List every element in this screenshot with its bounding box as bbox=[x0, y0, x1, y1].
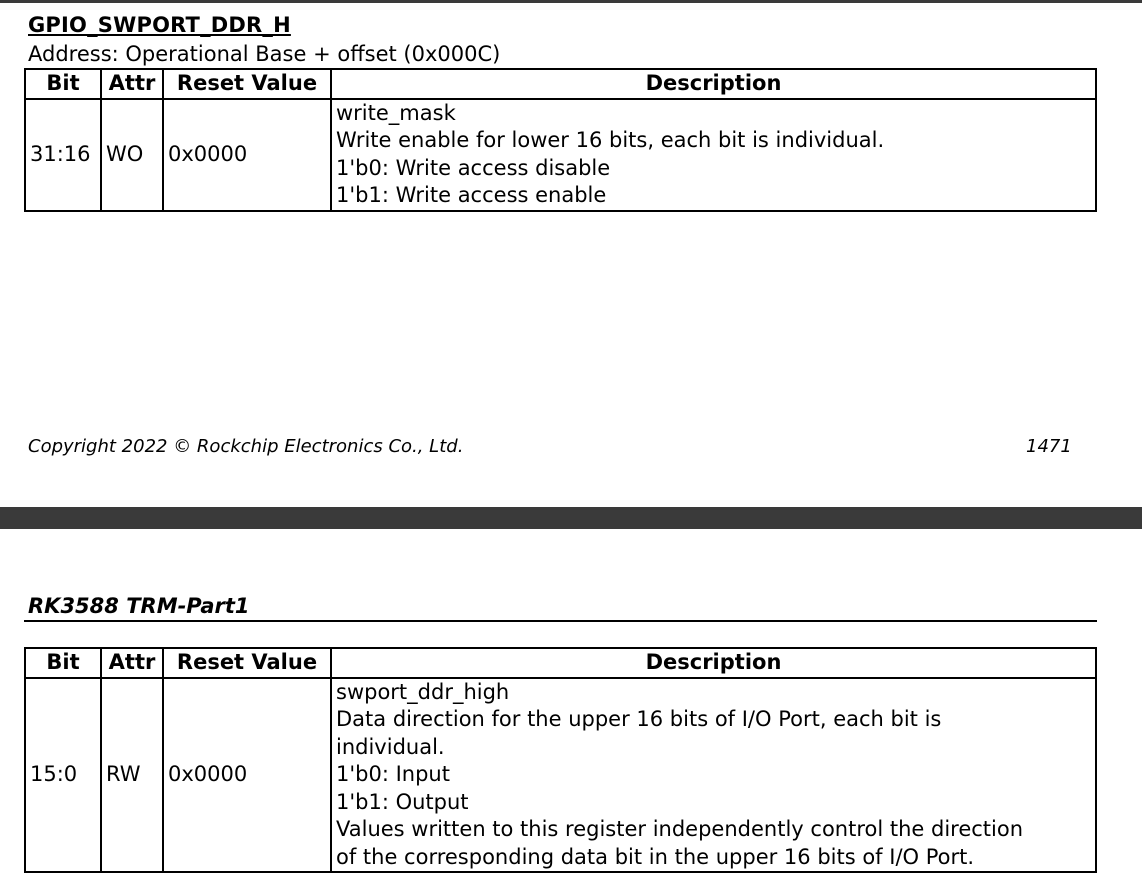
desc-line: 1'b1: Write access enable bbox=[336, 183, 607, 207]
table-row bbox=[25, 99, 1096, 211]
cell-bit: 31:16 bbox=[25, 99, 101, 211]
page-top-rule bbox=[0, 0, 1142, 3]
desc-line: Data direction for the upper 16 bits of I/O Port, each bit is bbox=[336, 707, 942, 731]
col-header-description: Description bbox=[331, 69, 1096, 99]
desc-line: 1'b0: Write access disable bbox=[336, 155, 611, 180]
cell-reset-value: 0x0000 bbox=[163, 99, 331, 211]
desc-line: of the corresponding data bit in the upper 16 bits of I/O Port. bbox=[336, 844, 975, 869]
cell-attr: RW bbox=[101, 678, 163, 873]
col-header-reset: Reset Value bbox=[163, 648, 331, 678]
footer-page-number: 1471 bbox=[1026, 436, 1072, 457]
col-header-attr: Attr bbox=[101, 69, 163, 99]
register-address: Address: Operational Base + offset (0x000C) bbox=[28, 42, 501, 66]
desc-line: Values written to this register independently control the direction bbox=[336, 817, 1024, 841]
cell-reset-value: 0x0000 bbox=[163, 678, 331, 873]
cell-attr: WO bbox=[101, 99, 163, 211]
table-header-row bbox=[25, 648, 1096, 678]
cell-description bbox=[331, 99, 1096, 211]
footer-copyright: Copyright 2022 © Rockchip Electronics Co., Ltd. bbox=[28, 436, 464, 457]
col-header-attr: Attr bbox=[101, 648, 163, 678]
cell-description bbox=[331, 678, 1096, 873]
desc-line: Write enable for lower 16 bits, each bit is individual. bbox=[336, 128, 885, 152]
desc-line: individual. bbox=[336, 734, 445, 759]
col-header-bit: Bit bbox=[25, 648, 101, 678]
document-header-rule bbox=[24, 620, 1097, 622]
desc-line: 1'b1: Output bbox=[336, 789, 469, 814]
document-header: RK3588 TRM-Part1 bbox=[28, 594, 250, 618]
col-header-bit: Bit bbox=[25, 69, 101, 99]
table-header-row bbox=[25, 69, 1096, 99]
desc-line: write_mask bbox=[336, 100, 456, 125]
cell-bit: 15:0 bbox=[25, 678, 101, 873]
table-row bbox=[25, 678, 1096, 873]
register-table-1 bbox=[24, 68, 1097, 212]
col-header-description: Description bbox=[331, 648, 1096, 678]
desc-line: 1'b0: Input bbox=[336, 762, 450, 786]
desc-line: swport_ddr_high bbox=[336, 679, 510, 704]
register-table-2 bbox=[24, 647, 1097, 873]
register-title: GPIO_SWPORT_DDR_H bbox=[28, 13, 291, 37]
col-header-reset: Reset Value bbox=[163, 69, 331, 99]
page-separator bbox=[0, 507, 1142, 529]
